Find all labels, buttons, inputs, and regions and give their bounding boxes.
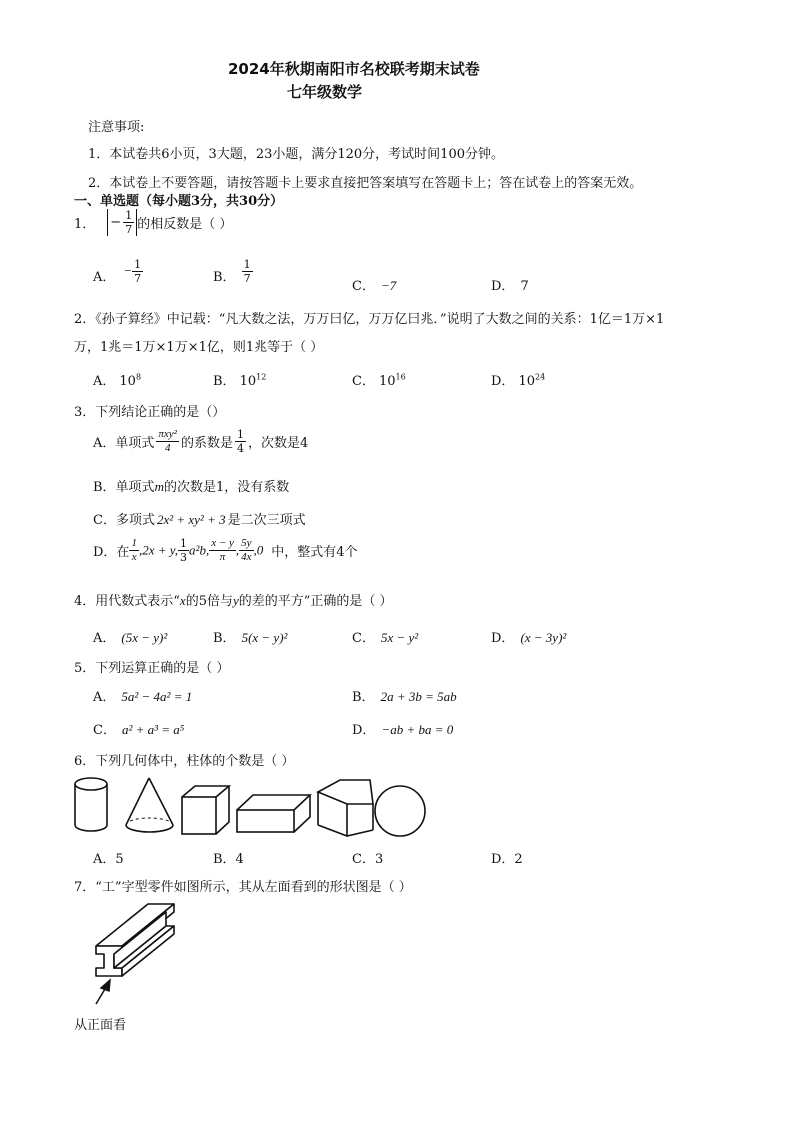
question-6-stem: 6．下列几何体中，柱体的个数是（ ） <box>74 754 295 769</box>
q6-option-c: C．3 <box>352 852 384 867</box>
notice-item-1: 1．本试卷共6小页，3大题，23小题，满分120分，考试时间100分钟。 <box>88 147 504 162</box>
q2-option-d: D． $10^{24}$ <box>491 372 546 389</box>
question-4-stem: 4．用代数式表示“x的5倍与y的差的平方”正确的是（ ） <box>74 593 393 609</box>
option-value: 7 <box>520 279 529 294</box>
cone-icon <box>126 778 173 832</box>
q6-option-b: B．4 <box>213 852 244 867</box>
q4-option-b: B． 5(x − y)² <box>213 630 288 646</box>
notice-heading: 注意事项: <box>88 120 145 135</box>
cuboid-icon <box>237 795 310 832</box>
cube-icon <box>182 786 229 834</box>
q1-option-b <box>213 258 253 285</box>
power-base: 10 <box>239 374 257 389</box>
question-2-line-2: 万，1兆＝1万×1万×1亿，则1兆等于（ ） <box>74 340 324 355</box>
q4-option-c: C． 5x − y² <box>352 630 419 646</box>
q1-option-d <box>491 275 529 294</box>
option-label: B． <box>213 270 236 285</box>
sphere-icon <box>375 786 425 836</box>
question-1 <box>74 209 232 243</box>
power-exponent: 24 <box>534 372 546 382</box>
q1-option-c <box>352 275 396 294</box>
q1-option-a <box>93 258 143 285</box>
option-label: D． <box>491 279 515 294</box>
abs-value-fraction: − $\frac{1}{7}$ <box>107 209 137 236</box>
question-2-line-1: 2．《孙子算经》中记载：“凡大数之法，万万曰亿，万万亿曰兆．”说明了大数之间的关系：1亿＝1万×1 <box>74 312 665 327</box>
q2-option-a: A． $10^8$ <box>93 372 142 389</box>
option-fraction: $\frac{1}{7}$ <box>134 258 142 285</box>
question-3-stem: 3．下列结论正确的是（） <box>74 405 226 420</box>
q3-option-b: B．单项式m的次数是1，没有系数 <box>93 479 290 495</box>
power-base: 10 <box>378 374 396 389</box>
q3-option-d: D．在 $\frac{1}{x}$ ,2x + y, $\frac{1}{3}$ a²b, $\frac{x - y}{\pi}$ , $\frac{5y}{4x}$ ,0 中，整式有4个 <box>93 537 358 564</box>
q4-option-d: D． (x − 3y)² <box>491 630 567 646</box>
notice-item-2: 2．本试卷上不要答题，请按答题卡上要求直接把答案填写在答题卡上；答在试卷上的答案无效。 <box>88 176 643 191</box>
cylinder-icon <box>75 778 107 831</box>
exam-subtitle: 七年级数学 <box>287 83 363 101</box>
section-heading: 一、单选题（每小题3分，共30分） <box>74 194 284 209</box>
q5-option-d: D． −ab + ba = 0 <box>352 722 454 738</box>
q2-option-b: B． $10^{12}$ <box>213 372 267 389</box>
figure-caption: 从正面看 <box>74 1018 127 1033</box>
question-stem: 的相反数是（ ） <box>137 217 233 232</box>
geometry-solids-figure <box>70 770 440 842</box>
option-fraction: $\frac{1}{7}$ <box>243 258 251 285</box>
power-exponent: 12 <box>256 372 267 382</box>
fraction-numerator: 1 <box>125 209 133 222</box>
question-7-stem: 7．“工”字型零件如图所示，其从左面看到的形状图是（ ） <box>74 880 412 895</box>
q5-option-c: C． a² + a³ = a⁵ <box>93 722 185 738</box>
exam-title: 2024年秋期南阳市名校联考期末试卷 <box>228 60 480 78</box>
question-5-stem: 5．下列运算正确的是（ ） <box>74 661 230 676</box>
power-base: 10 <box>518 374 535 389</box>
power-base: 10 <box>119 374 136 389</box>
arrow-icon <box>96 980 110 1004</box>
pentagonal-prism-icon <box>318 780 373 836</box>
fraction-denominator: 7 <box>125 223 133 236</box>
q6-option-a: A．5 <box>93 852 124 867</box>
question-number: 1． <box>74 217 96 232</box>
minus-sign: − <box>123 263 133 278</box>
q3-option-a: A．单项式 $\frac{\text{πxy²}}{4}$ 的系数是 $\frac{1}{4}$ ，次数是4 <box>93 428 309 455</box>
power-exponent: 16 <box>395 372 406 382</box>
q4-option-a: A． (5x − y)² <box>93 630 168 646</box>
q3-option-c: C．多项式 2x² + xy² + 3 是二次三项式 <box>93 512 306 528</box>
q6-option-d: D．2 <box>491 852 523 867</box>
q5-option-a: A． 5a² − 4a² = 1 <box>93 689 193 705</box>
q2-option-c: C． $10^{16}$ <box>352 372 406 389</box>
q5-option-b: B． 2a + 3b = 5ab <box>352 689 457 705</box>
option-label: A． <box>93 270 116 285</box>
power-exponent: 8 <box>135 372 142 382</box>
i-beam-figure <box>82 896 192 1008</box>
option-label: C． <box>352 279 375 294</box>
option-value: −7 <box>380 278 397 293</box>
